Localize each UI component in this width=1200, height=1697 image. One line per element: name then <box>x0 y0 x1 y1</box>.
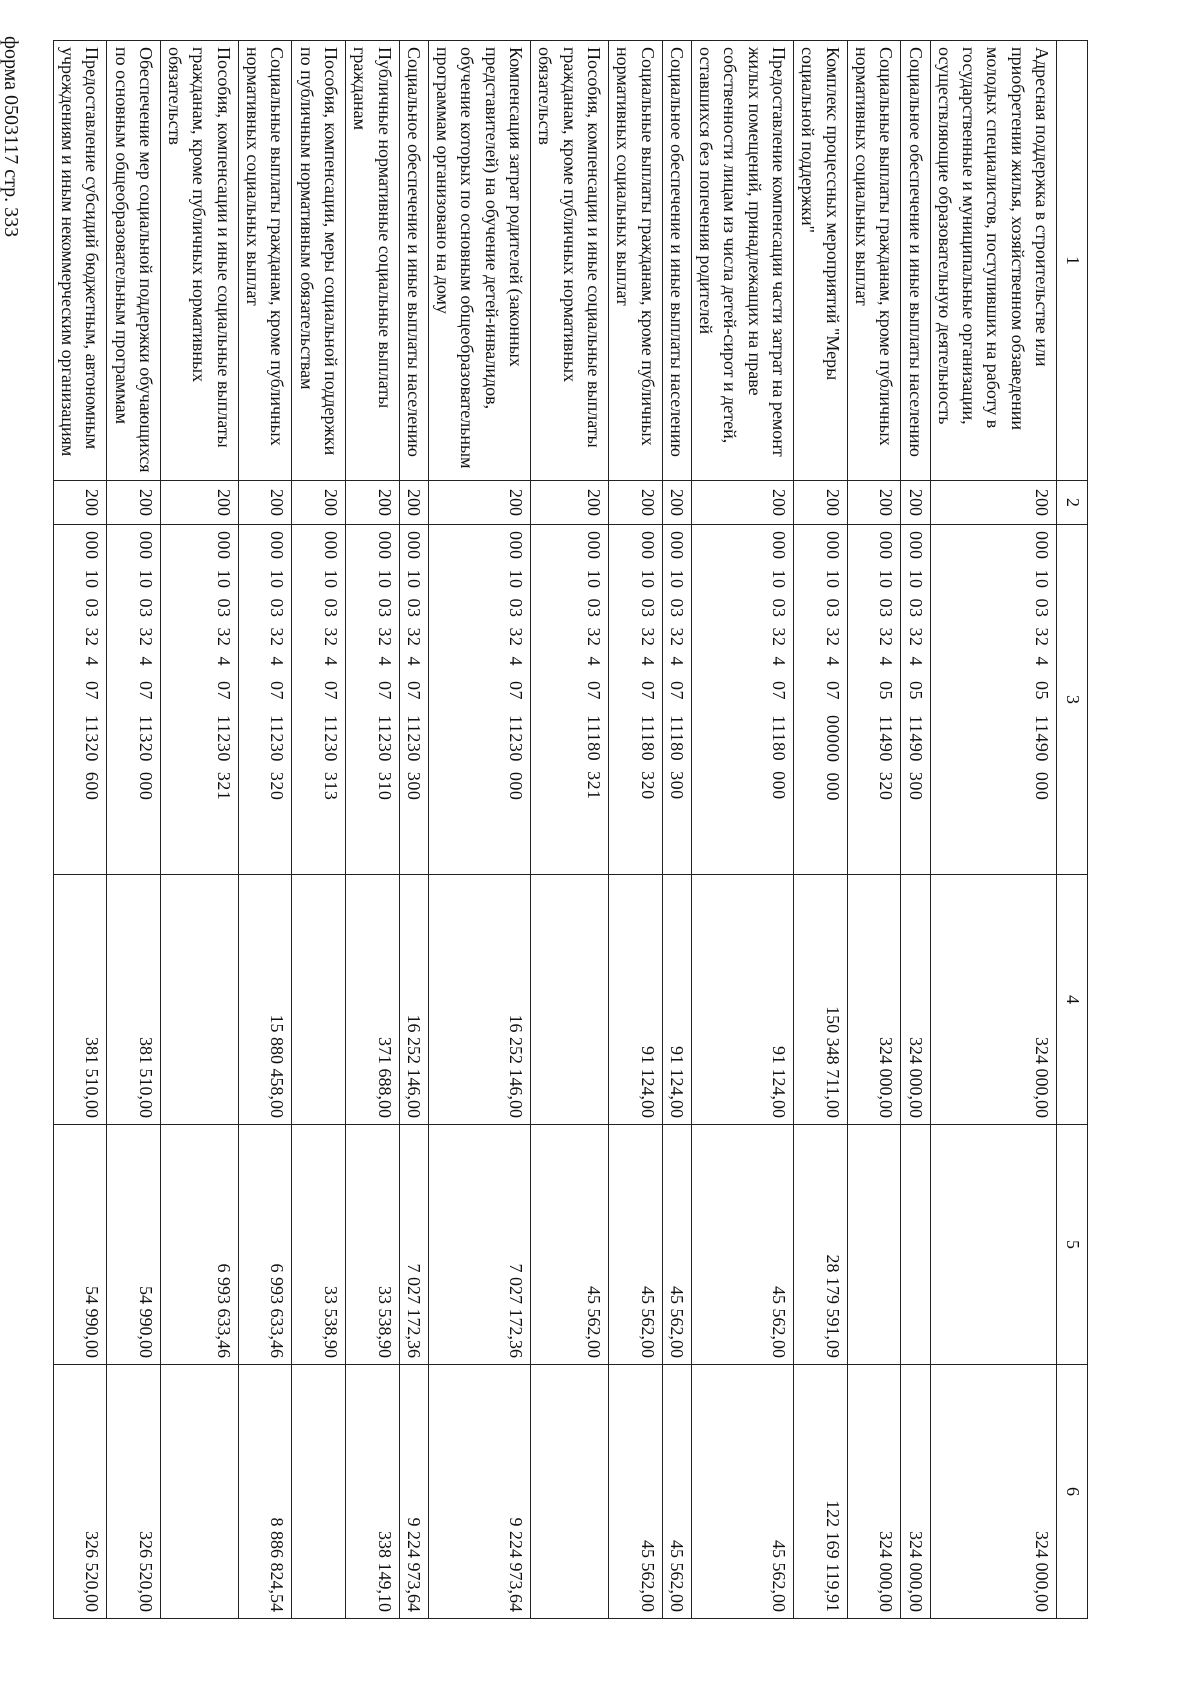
budget-classification-code-cell: 000 10 03 32 4 07 11320 000 <box>107 525 161 875</box>
line-code-cell: 200 <box>428 481 530 525</box>
column-number-header: 3 <box>1057 525 1088 875</box>
executed-amount-cell <box>847 1125 901 1365</box>
row-name-cell: Предоставление субсидий бюджетным, автономным учреждениям и иным некоммерческим организациям <box>53 41 107 481</box>
column-number-header: 5 <box>1057 1125 1088 1365</box>
budget-classification-code-cell: 000 10 03 32 4 07 11180 321 <box>531 525 609 875</box>
table-row <box>531 41 609 1619</box>
remaining-amount-cell: 324 000,00 <box>930 1365 1056 1619</box>
line-code-cell: 200 <box>53 481 107 525</box>
executed-amount-cell: 45 562,00 <box>662 1125 691 1365</box>
remaining-amount-cell: 324 000,00 <box>847 1365 901 1619</box>
line-code-cell: 200 <box>345 481 399 525</box>
approved-amount-cell: 324 000,00 <box>930 875 1056 1125</box>
row-name-cell: Предоставление компенсации части затрат на ремонт жилых помещений, принадлежащих на праве собственности лицам из числа детей-сирот и детей, оставшихся без попечения родителей <box>691 41 793 481</box>
executed-amount-cell: 54 990,00 <box>107 1125 161 1365</box>
executed-amount-cell: 28 179 591,09 <box>794 1125 848 1365</box>
budget-classification-code-cell: 000 10 03 32 4 07 11320 600 <box>53 525 107 875</box>
row-name-cell: Адресная поддержка в строительстве или приобретении жилья, хозяйственном обзаведении молодых специалистов, поступивших на работу в государственные и муниципальные организации, осуществляющие образовательную деятельность <box>930 41 1056 481</box>
column-number-header: 1 <box>1057 41 1088 481</box>
table-row <box>345 41 399 1619</box>
budget-classification-code-cell: 000 10 03 32 4 07 00000 000 <box>794 525 848 875</box>
approved-amount-cell: 371 688,00 <box>345 875 399 1125</box>
budget-execution-table <box>53 40 1088 1619</box>
approved-amount-cell: 16 252 146,00 <box>428 875 530 1125</box>
table-row <box>160 41 238 1619</box>
budget-classification-code-cell: 000 10 03 32 4 07 11230 321 <box>160 525 238 875</box>
line-code-cell: 200 <box>794 481 848 525</box>
approved-amount-cell: 15 880 458,00 <box>238 875 292 1125</box>
column-number-header: 2 <box>1057 481 1088 525</box>
executed-amount-cell: 6 993 633,46 <box>238 1125 292 1365</box>
line-code-cell: 200 <box>107 481 161 525</box>
remaining-amount-cell: 122 169 119,91 <box>794 1365 848 1619</box>
line-code-cell: 200 <box>901 481 930 525</box>
budget-classification-code-cell: 000 10 03 32 4 05 11490 320 <box>847 525 901 875</box>
row-name-cell: Социальное обеспечение и иные выплаты населению <box>399 41 428 481</box>
executed-amount-cell: 45 562,00 <box>608 1125 662 1365</box>
executed-amount-cell: 6 993 633,46 <box>160 1125 238 1365</box>
form-number-note: форма 0503117 стр. 333 <box>0 36 22 238</box>
table-row <box>238 41 292 1619</box>
budget-classification-code-cell: 000 10 03 32 4 07 11180 000 <box>691 525 793 875</box>
approved-amount-cell: 324 000,00 <box>901 875 930 1125</box>
remaining-amount-cell: 326 520,00 <box>53 1365 107 1619</box>
executed-amount-cell: 45 562,00 <box>531 1125 609 1365</box>
approved-amount-cell: 381 510,00 <box>53 875 107 1125</box>
approved-amount-cell: 91 124,00 <box>608 875 662 1125</box>
row-name-cell: Социальные выплаты гражданам, кроме публичных нормативных социальных выплат <box>238 41 292 481</box>
remaining-amount-cell: 45 562,00 <box>691 1365 793 1619</box>
executed-amount-cell: 7 027 172,36 <box>399 1125 428 1365</box>
line-code-cell: 200 <box>930 481 1056 525</box>
budget-classification-code-cell: 000 10 03 32 4 05 11490 300 <box>901 525 930 875</box>
executed-amount-cell: 33 538,90 <box>345 1125 399 1365</box>
remaining-amount-cell: 45 562,00 <box>662 1365 691 1619</box>
row-name-cell: Социальные выплаты гражданам, кроме публичных нормативных социальных выплат <box>847 41 901 481</box>
line-code-cell: 200 <box>847 481 901 525</box>
budget-classification-code-cell: 000 10 03 32 4 07 11180 300 <box>662 525 691 875</box>
remaining-amount-cell <box>292 1365 346 1619</box>
line-code-cell: 200 <box>399 481 428 525</box>
table-row <box>107 41 161 1619</box>
line-code-cell: 200 <box>292 481 346 525</box>
line-code-cell: 200 <box>662 481 691 525</box>
row-name-cell: Пособия, компенсации и иные социальные выплаты гражданам, кроме публичных нормативных обязательств <box>160 41 238 481</box>
column-number-header: 4 <box>1057 875 1088 1125</box>
approved-amount-cell <box>160 875 238 1125</box>
executed-amount-cell: 45 562,00 <box>691 1125 793 1365</box>
table-row <box>901 41 930 1619</box>
line-code-cell: 200 <box>531 481 609 525</box>
remaining-amount-cell: 324 000,00 <box>901 1365 930 1619</box>
column-number-header: 6 <box>1057 1365 1088 1619</box>
table-row <box>292 41 346 1619</box>
approved-amount-cell: 381 510,00 <box>107 875 161 1125</box>
row-name-cell: Комплекс процессных мероприятий "Меры социальной поддержки" <box>794 41 848 481</box>
line-code-cell: 200 <box>238 481 292 525</box>
budget-classification-code-cell: 000 10 03 32 4 05 11490 000 <box>930 525 1056 875</box>
row-name-cell: Публичные нормативные социальные выплаты гражданам <box>345 41 399 481</box>
line-code-cell: 200 <box>691 481 793 525</box>
remaining-amount-cell: 338 149,10 <box>345 1365 399 1619</box>
line-code-cell: 200 <box>608 481 662 525</box>
executed-amount-cell: 7 027 172,36 <box>428 1125 530 1365</box>
approved-amount-cell <box>292 875 346 1125</box>
remaining-amount-cell <box>531 1365 609 1619</box>
table-row <box>691 41 793 1619</box>
executed-amount-cell <box>930 1125 1056 1365</box>
budget-classification-code-cell: 000 10 03 32 4 07 11180 320 <box>608 525 662 875</box>
remaining-amount-cell: 9 224 973,64 <box>399 1365 428 1619</box>
executed-amount-cell <box>901 1125 930 1365</box>
table-row <box>399 41 428 1619</box>
approved-amount-cell: 324 000,00 <box>847 875 901 1125</box>
budget-classification-code-cell: 000 10 03 32 4 07 11230 000 <box>428 525 530 875</box>
row-name-cell: Пособия, компенсации, меры социальной поддержки по публичным нормативным обязательствам <box>292 41 346 481</box>
table-row <box>794 41 848 1619</box>
approved-amount-cell: 150 348 711,00 <box>794 875 848 1125</box>
table-row <box>662 41 691 1619</box>
row-name-cell: Компенсация затрат родителей (законных представителей) на обучение детей-инвалидов, обучение которых по основным общеобразовательным программам организовано на дому <box>428 41 530 481</box>
remaining-amount-cell <box>160 1365 238 1619</box>
approved-amount-cell: 91 124,00 <box>691 875 793 1125</box>
approved-amount-cell: 91 124,00 <box>662 875 691 1125</box>
remaining-amount-cell: 8 886 824,54 <box>238 1365 292 1619</box>
line-code-cell: 200 <box>160 481 238 525</box>
row-name-cell: Социальное обеспечение и иные выплаты населению <box>662 41 691 481</box>
row-name-cell: Социальные выплаты гражданам, кроме публичных нормативных социальных выплат <box>608 41 662 481</box>
column-number-row <box>1057 41 1088 1619</box>
approved-amount-cell: 16 252 146,00 <box>399 875 428 1125</box>
budget-classification-code-cell: 000 10 03 32 4 07 11230 300 <box>399 525 428 875</box>
remaining-amount-cell: 45 562,00 <box>608 1365 662 1619</box>
remaining-amount-cell: 9 224 973,64 <box>428 1365 530 1619</box>
table-row <box>608 41 662 1619</box>
row-name-cell: Пособия, компенсации и иные социальные выплаты гражданам, кроме публичных нормативных обязательств <box>531 41 609 481</box>
budget-classification-code-cell: 000 10 03 32 4 07 11230 320 <box>238 525 292 875</box>
executed-amount-cell: 54 990,00 <box>53 1125 107 1365</box>
row-name-cell: Социальное обеспечение и иные выплаты населению <box>901 41 930 481</box>
budget-classification-code-cell: 000 10 03 32 4 07 11230 313 <box>292 525 346 875</box>
budget-classification-code-cell: 000 10 03 32 4 07 11230 310 <box>345 525 399 875</box>
table-row <box>847 41 901 1619</box>
approved-amount-cell <box>531 875 609 1125</box>
remaining-amount-cell: 326 520,00 <box>107 1365 161 1619</box>
executed-amount-cell: 33 538,90 <box>292 1125 346 1365</box>
row-name-cell: Обеспечение мер социальной поддержки обучающихся по основным общеобразовательным программам <box>107 41 161 481</box>
table-row <box>930 41 1056 1619</box>
table-row <box>53 41 107 1619</box>
table-row <box>428 41 530 1619</box>
